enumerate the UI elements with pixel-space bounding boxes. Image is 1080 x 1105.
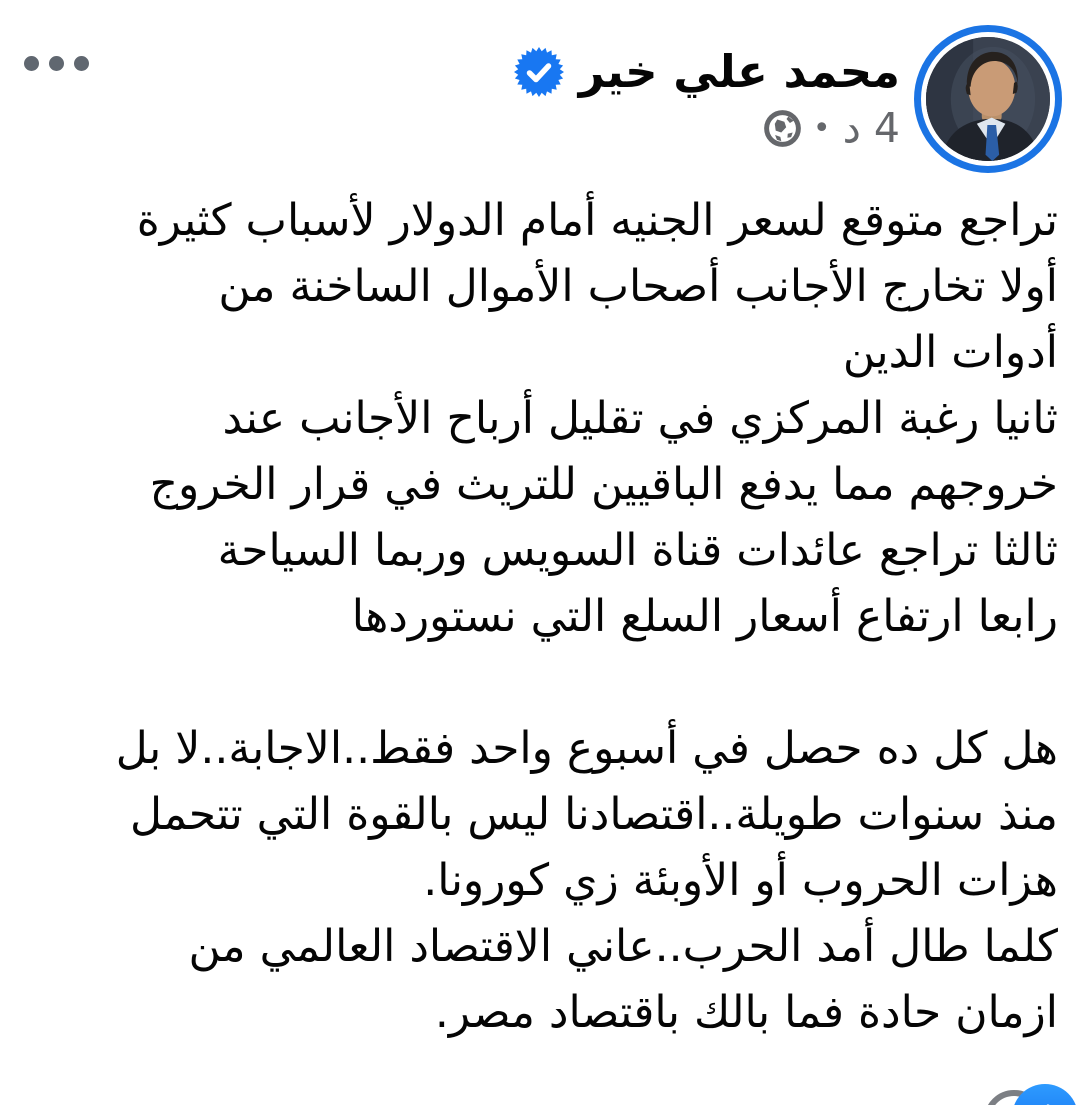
timestamp[interactable]: 4 د: [842, 104, 900, 153]
post-line: كلما طال أمد الحرب..عاني الاقتصاد العالمي من: [188, 921, 1058, 972]
post-line: خروجهم مما يدفع الباقيين للتريث في قرار الخروج: [149, 459, 1058, 510]
profile-photo: [926, 37, 1050, 161]
post-line: هزات الحروب أو الأوبئة زي كورونا.: [423, 855, 1058, 906]
author-name[interactable]: محمد علي خير: [578, 45, 900, 98]
three-dots-icon: [49, 56, 64, 71]
post-line: أدوات الدين: [842, 327, 1058, 378]
post-header: [513, 44, 900, 151]
post-line: ثالثا تراجع عائدات قناة السويس وربما السياحة: [217, 525, 1058, 576]
three-dots-icon: [24, 56, 39, 71]
post-line: تراجع متوقع لسعر الجنيه أمام الدولار لأسباب كثيرة: [136, 195, 1058, 246]
post-meta: [764, 106, 900, 151]
verified-badge-icon: [513, 46, 565, 98]
post-line: أولا تخارج الأجانب أصحاب الأموال الساخنة من: [218, 261, 1058, 312]
meta-separator-dot: •: [812, 110, 831, 146]
thumbs-up-icon: [1025, 1097, 1065, 1105]
like-reaction-icon[interactable]: [1012, 1084, 1078, 1105]
post-line: [18, 650, 1058, 716]
more-options-button[interactable]: [20, 52, 93, 75]
post-line: رابعا ارتفاع أسعار السلع التي نستوردها: [351, 591, 1058, 642]
post-line: هل كل ده حصل في أسبوع واحد فقط..الاجابة..لا بل: [115, 723, 1058, 774]
portrait-illustration: [926, 37, 1050, 161]
post-line: ثانيا رغبة المركزي في تقليل أرباح الأجانب عند: [222, 393, 1058, 444]
three-dots-icon: [74, 56, 89, 71]
post-text: [18, 188, 1058, 1046]
post-line: منذ سنوات طويلة..اقتصادنا ليس بالقوة التي تتحمل: [130, 789, 1058, 840]
avatar[interactable]: [914, 25, 1062, 173]
author-row: [513, 44, 900, 100]
globe-icon: [764, 110, 801, 147]
post-line: ازمان حادة فما بالك باقتصاد مصر.: [434, 987, 1058, 1038]
